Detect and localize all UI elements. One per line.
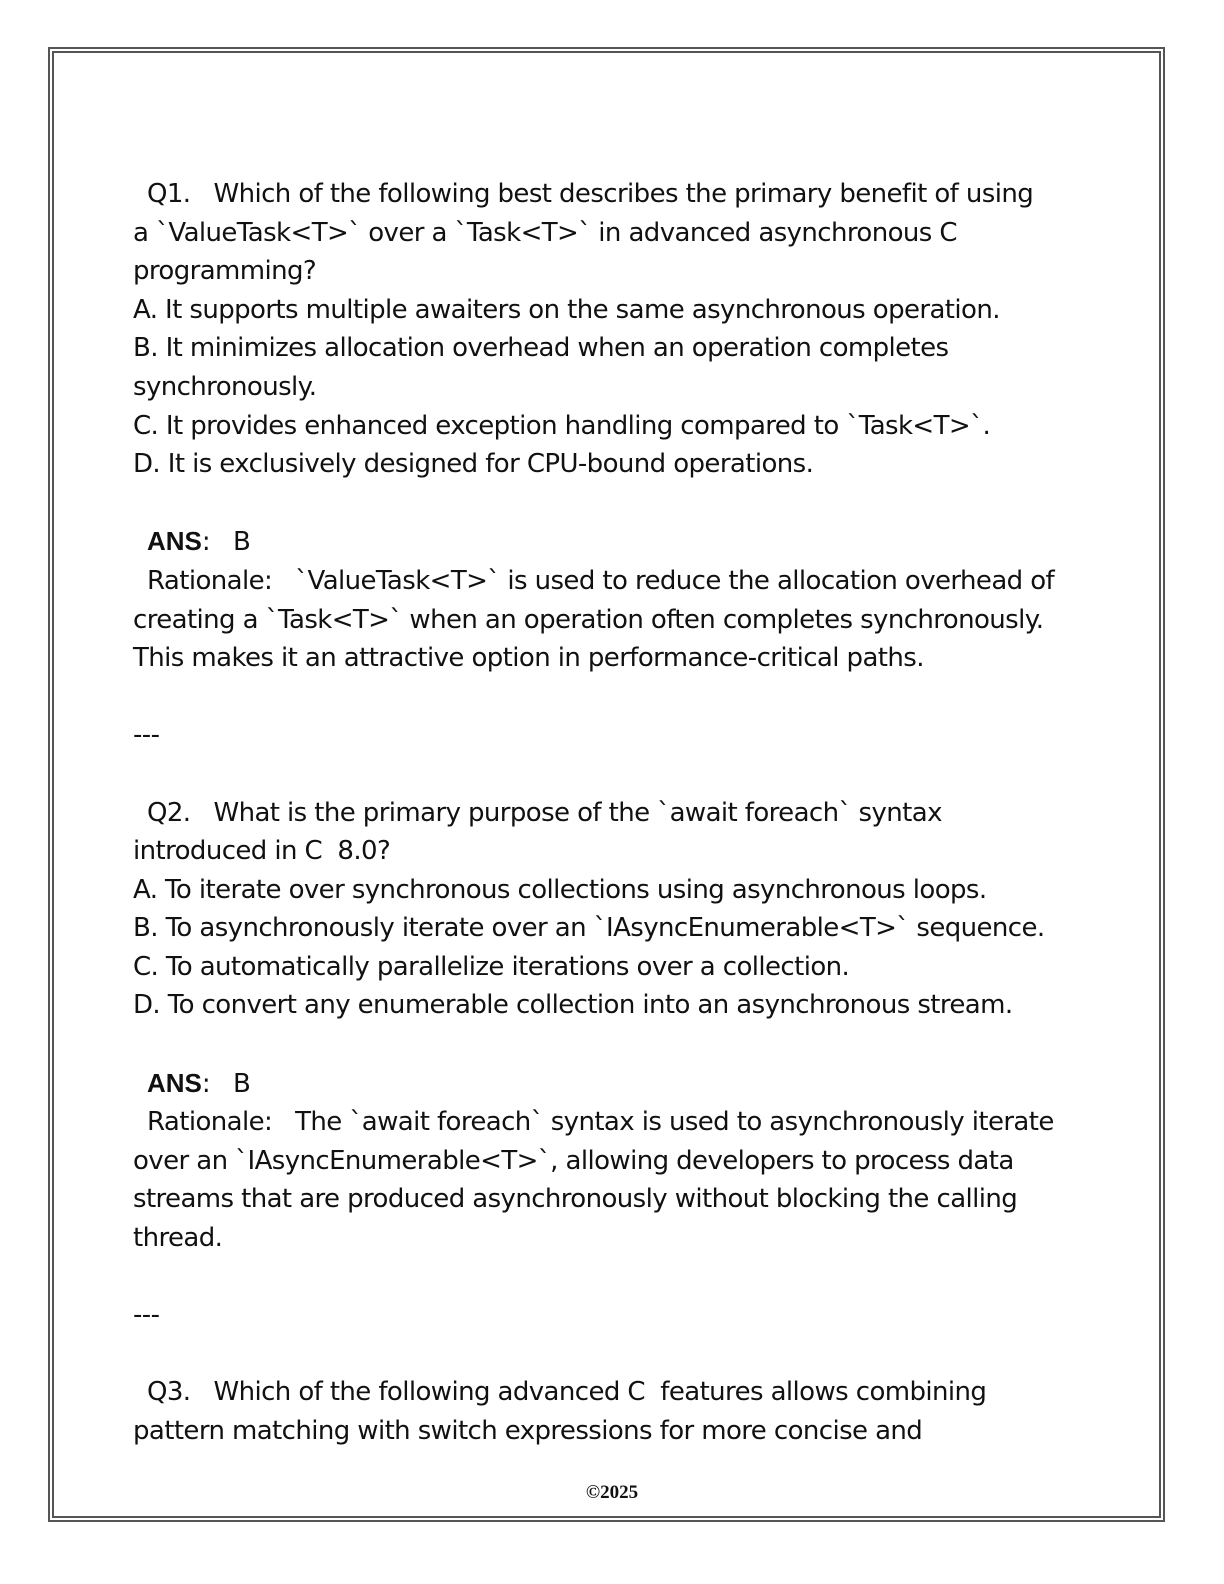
answer-key: [133, 1064, 1093, 1104]
copyright-footer: ©2025: [585, 1482, 639, 1503]
question-block: [133, 1373, 1093, 1450]
question-block: [133, 794, 1093, 1374]
answer-value: : B: [201, 1068, 251, 1099]
rationale-text: thread.: [133, 1223, 223, 1254]
rationale-text: streams that are produced asynchronously without blocking the calling: [133, 1184, 1018, 1215]
rationale-text: Rationale: The `await foreach` syntax is used to asynchronously iterate: [147, 1107, 1054, 1138]
answer-label: ANS: [147, 526, 202, 557]
answer-option: D. It is exclusively designed for CPU-bound operations.: [133, 449, 814, 480]
document-body: [133, 175, 1093, 1451]
question-text: Q2. What is the primary purpose of the `await foreach` syntax: [147, 797, 942, 828]
question-block: [133, 175, 1093, 794]
question-text: a `ValueTask<T>` over a `Task<T>` in advanced asynchronous C: [133, 217, 957, 248]
question-text: programming?: [133, 256, 317, 287]
answer-option: D. To convert any enumerable collection into an asynchronous stream.: [133, 990, 1013, 1021]
answer-value: : B: [201, 527, 251, 558]
answer-option: C. It provides enhanced exception handling compared to `Task<T>`.: [133, 410, 991, 441]
answer-option: B. It minimizes allocation overhead when an operation completes: [133, 333, 949, 364]
rationale-text: over an `IAsyncEnumerable<T>`, allowing developers to process data: [133, 1145, 1014, 1176]
question-text: Q3. Which of the following advanced C features allows combining: [147, 1377, 987, 1408]
question-text: Q1. Which of the following best describes the primary benefit of using: [147, 179, 1034, 209]
separator: ---: [133, 1300, 160, 1331]
answer-option: C. To automatically parallelize iterations over a collection.: [133, 951, 850, 982]
answer-option: A. To iterate over synchronous collections using asynchronous loops.: [133, 874, 987, 905]
rationale-text: This makes it an attractive option in performance-critical paths.: [133, 643, 924, 674]
question-text: introduced in C 8.0?: [133, 836, 391, 867]
answer-option: B. To asynchronously iterate over an `IAsyncEnumerable<T>` sequence.: [133, 913, 1045, 944]
answer-option: A. It supports multiple awaiters on the same asynchronous operation.: [133, 294, 1000, 325]
question-text: pattern matching with switch expressions for more concise and: [133, 1416, 923, 1446]
answer-option: synchronously.: [133, 371, 317, 402]
answer-label: ANS: [147, 1067, 202, 1098]
rationale-text: Rationale: `ValueTask<T>` is used to reduce the allocation overhead of: [147, 565, 1055, 596]
answer-key: [133, 522, 1093, 562]
separator: ---: [133, 720, 160, 751]
rationale-text: creating a `Task<T>` when an operation often completes synchronously.: [133, 604, 1044, 635]
